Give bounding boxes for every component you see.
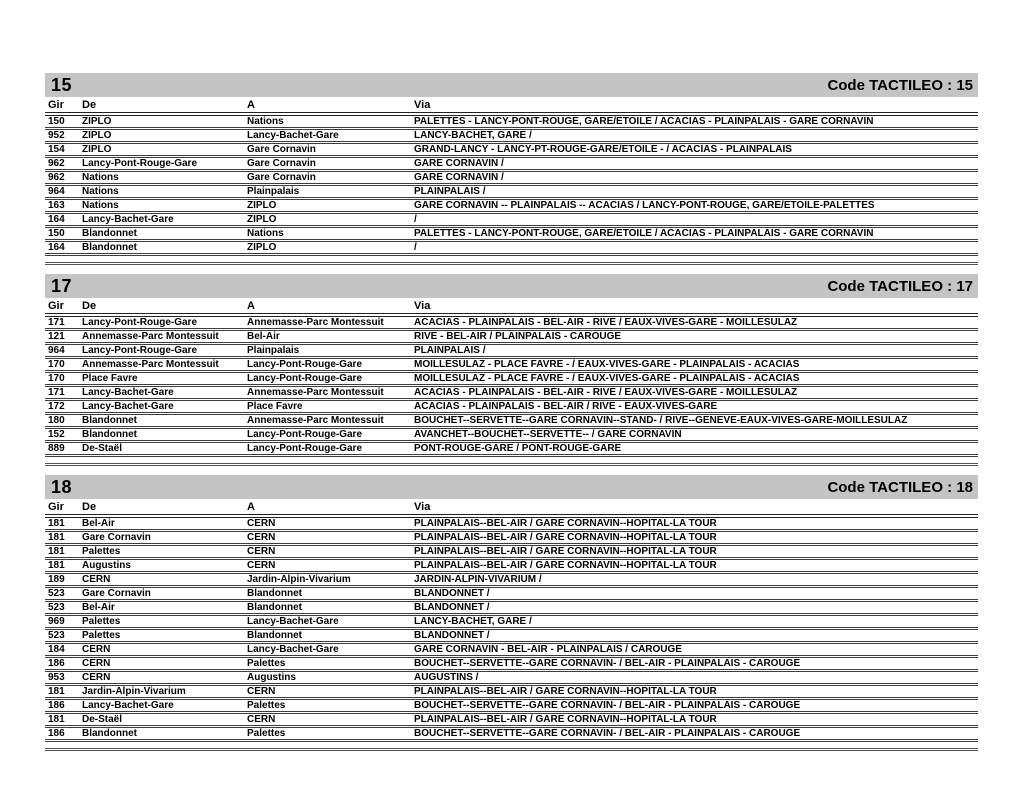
cell-de: ZIPLO bbox=[82, 130, 112, 141]
cell-gir: 150 bbox=[48, 116, 65, 127]
cell-via: BLANDONNET / bbox=[414, 602, 490, 613]
cell-a: CERN bbox=[247, 518, 276, 529]
cell-via: BLANDONNET / bbox=[414, 630, 490, 641]
cell-de: Palettes bbox=[82, 546, 121, 557]
cell-via: PLAINPALAIS--BEL-AIR / GARE CORNAVIN--HOPITAL-LA TOUR bbox=[414, 532, 717, 543]
column-header-via: Via bbox=[414, 98, 978, 114]
document-page bbox=[45, 73, 978, 760]
cell-de: Lancy-Bachet-Gare bbox=[82, 387, 174, 398]
cell-de: Lancy-Bachet-Gare bbox=[82, 401, 174, 412]
cell-a: ZIPLO bbox=[247, 242, 277, 253]
line-section bbox=[45, 475, 978, 751]
routes-table-header bbox=[45, 299, 978, 315]
cell-a: Lancy-Bachet-Gare bbox=[247, 130, 339, 141]
cell-via: PLAINPALAIS--BEL-AIR / GARE CORNAVIN--HOPITAL-LA TOUR bbox=[414, 546, 717, 557]
cell-gir: 969 bbox=[48, 616, 65, 627]
cell-a: Blandonnet bbox=[247, 630, 302, 641]
cell-gir: 186 bbox=[48, 728, 65, 739]
cell-a: CERN bbox=[247, 546, 276, 557]
table-row bbox=[45, 386, 978, 400]
cell-a: Gare Cornavin bbox=[247, 144, 316, 155]
cell-de: Nations bbox=[82, 186, 119, 197]
section-end-rule bbox=[45, 463, 978, 466]
table-row bbox=[45, 143, 978, 157]
column-header-via: Via bbox=[414, 299, 978, 315]
table-row bbox=[45, 241, 978, 255]
cell-a: Lancy-Pont-Rouge-Gare bbox=[247, 443, 363, 454]
cell-gir: 181 bbox=[48, 560, 65, 571]
table-row bbox=[45, 414, 978, 428]
cell-gir: 154 bbox=[48, 144, 65, 155]
table-row bbox=[45, 199, 978, 213]
cell-de: ZIPLO bbox=[82, 116, 112, 127]
cell-via: ACACIAS - PLAINPALAIS - BEL-AIR / RIVE - EAUX-VIVES-GARE bbox=[414, 401, 718, 412]
cell-gir: 170 bbox=[48, 373, 65, 384]
table-row bbox=[45, 685, 978, 699]
cell-via: / bbox=[414, 214, 417, 225]
cell-gir: 152 bbox=[48, 429, 65, 440]
cell-gir: 171 bbox=[48, 387, 65, 398]
tactileo-code-label: Code TACTILEO : 15 bbox=[827, 76, 973, 94]
table-row bbox=[45, 727, 978, 741]
cell-via: LANCY-BACHET, GARE / bbox=[414, 130, 532, 141]
line-number: 18 bbox=[51, 476, 73, 497]
cell-de: Blandonnet bbox=[82, 728, 137, 739]
column-header-gir: Gir bbox=[45, 98, 82, 114]
table-row bbox=[45, 573, 978, 587]
cell-gir: 962 bbox=[48, 158, 65, 169]
cell-de: CERN bbox=[82, 574, 111, 585]
cell-de: Palettes bbox=[82, 616, 121, 627]
cell-a: Lancy-Pont-Rouge-Gare bbox=[247, 373, 363, 384]
cell-de: Nations bbox=[82, 172, 119, 183]
cell-gir: 181 bbox=[48, 714, 65, 725]
cell-de: Place Favre bbox=[82, 373, 138, 384]
cell-a: CERN bbox=[247, 686, 276, 697]
cell-via: BOUCHET--SERVETTE--GARE CORNAVIN- / BEL-AIR - PLAINPALAIS - CAROUGE bbox=[414, 658, 801, 669]
cell-via: PONT-ROUGE-GARE / PONT-ROUGE-GARE bbox=[414, 443, 622, 454]
column-header-gir: Gir bbox=[45, 500, 82, 516]
cell-a: Annemasse-Parc Montessuit bbox=[247, 317, 384, 328]
cell-via: GARE CORNAVIN -- PLAINPALAIS -- ACACIAS / LANCY-PONT-ROUGE, GARE/ETOILE-PALETTES bbox=[414, 200, 875, 211]
cell-de: Palettes bbox=[82, 630, 121, 641]
routes-table bbox=[45, 98, 978, 256]
cell-a: Lancy-Bachet-Gare bbox=[247, 644, 339, 655]
routes-table bbox=[45, 500, 978, 742]
cell-via: MOILLESULAZ - PLACE FAVRE - / EAUX-VIVES-GARE - PLAINPALAIS - ACACIAS bbox=[414, 359, 800, 370]
cell-de: Lancy-Pont-Rouge-Gare bbox=[82, 345, 198, 356]
cell-a: Nations bbox=[247, 116, 284, 127]
cell-via: GARE CORNAVIN - BEL-AIR - PLAINPALAIS / CAROUGE bbox=[414, 644, 682, 655]
routes-table-body bbox=[45, 315, 978, 456]
tactileo-code-label: Code TACTILEO : 17 bbox=[827, 277, 973, 295]
cell-gir: 164 bbox=[48, 242, 65, 253]
table-row bbox=[45, 330, 978, 344]
cell-gir: 889 bbox=[48, 443, 65, 454]
cell-a: CERN bbox=[247, 560, 276, 571]
section-end-rule bbox=[45, 262, 978, 265]
line-number: 17 bbox=[51, 275, 73, 296]
cell-gir: 150 bbox=[48, 228, 65, 239]
cell-via: AVANCHET--BOUCHET--SERVETTE-- / GARE CORNAVIN bbox=[414, 429, 682, 440]
section-header-bar bbox=[45, 274, 978, 298]
cell-gir: 184 bbox=[48, 644, 65, 655]
cell-gir: 181 bbox=[48, 546, 65, 557]
table-row bbox=[45, 171, 978, 185]
table-row bbox=[45, 657, 978, 671]
table-row bbox=[45, 545, 978, 559]
table-row bbox=[45, 400, 978, 414]
tactileo-code-label: Code TACTILEO : 18 bbox=[827, 478, 973, 496]
routes-table-header bbox=[45, 500, 978, 516]
cell-via: ACACIAS - PLAINPALAIS - BEL-AIR - RIVE / EAUX-VIVES-GARE - MOILLESULAZ bbox=[414, 387, 798, 398]
column-header-a: A bbox=[247, 500, 414, 516]
table-row bbox=[45, 587, 978, 601]
cell-gir: 181 bbox=[48, 686, 65, 697]
cell-gir: 523 bbox=[48, 588, 65, 599]
cell-de: Lancy-Bachet-Gare bbox=[82, 214, 174, 225]
cell-a: ZIPLO bbox=[247, 200, 277, 211]
cell-via: PLAINPALAIS--BEL-AIR / GARE CORNAVIN--HOPITAL-LA TOUR bbox=[414, 714, 717, 725]
cell-gir: 181 bbox=[48, 518, 65, 529]
cell-de: Bel-Air bbox=[82, 602, 115, 613]
cell-gir: 952 bbox=[48, 130, 65, 141]
cell-de: Blandonnet bbox=[82, 242, 137, 253]
cell-de: Jardin-Alpin-Vivarium bbox=[82, 686, 186, 697]
routes-table bbox=[45, 299, 978, 457]
table-row bbox=[45, 344, 978, 358]
section-header-bar bbox=[45, 73, 978, 97]
line-number: 15 bbox=[51, 74, 73, 95]
section-header-bar bbox=[45, 475, 978, 499]
table-row bbox=[45, 372, 978, 386]
cell-via: GRAND-LANCY - LANCY-PT-ROUGE-GARE/ETOILE - / ACACIAS - PLAINPALAIS bbox=[414, 144, 792, 155]
table-row bbox=[45, 129, 978, 143]
routes-table-body bbox=[45, 114, 978, 255]
cell-de: Lancy-Pont-Rouge-Gare bbox=[82, 317, 198, 328]
line-section bbox=[45, 274, 978, 466]
cell-gir: 121 bbox=[48, 331, 65, 342]
cell-a: Gare Cornavin bbox=[247, 172, 316, 183]
cell-de: CERN bbox=[82, 658, 111, 669]
cell-gir: 186 bbox=[48, 700, 65, 711]
cell-de: Gare Cornavin bbox=[82, 532, 151, 543]
cell-de: Augustins bbox=[82, 560, 131, 571]
cell-gir: 171 bbox=[48, 317, 65, 328]
cell-gir: 186 bbox=[48, 658, 65, 669]
table-row bbox=[45, 315, 978, 330]
cell-via: PLAINPALAIS / bbox=[414, 186, 486, 197]
cell-via: ACACIAS - PLAINPALAIS - BEL-AIR - RIVE / EAUX-VIVES-GARE - MOILLESULAZ bbox=[414, 317, 798, 328]
cell-de: CERN bbox=[82, 672, 111, 683]
table-row bbox=[45, 531, 978, 545]
table-row bbox=[45, 358, 978, 372]
cell-via: LANCY-BACHET, GARE / bbox=[414, 616, 532, 627]
column-header-de: De bbox=[82, 500, 247, 516]
header-row bbox=[45, 500, 978, 516]
cell-de: Blandonnet bbox=[82, 228, 137, 239]
header-row bbox=[45, 299, 978, 315]
table-row bbox=[45, 559, 978, 573]
cell-via: PALETTES - LANCY-PONT-ROUGE, GARE/ETOILE / ACACIAS - PLAINPALAIS - GARE CORNAVIN bbox=[414, 228, 874, 239]
table-row bbox=[45, 442, 978, 456]
cell-a: Gare Cornavin bbox=[247, 158, 316, 169]
cell-via: PLAINPALAIS / bbox=[414, 345, 486, 356]
cell-de: Nations bbox=[82, 200, 119, 211]
cell-a: Nations bbox=[247, 228, 284, 239]
routes-table-body bbox=[45, 516, 978, 741]
cell-a: Bel-Air bbox=[247, 331, 280, 342]
sections-container bbox=[45, 73, 978, 751]
section-end-rule bbox=[45, 748, 978, 751]
routes-table-header bbox=[45, 98, 978, 114]
cell-gir: 189 bbox=[48, 574, 65, 585]
cell-via: BLANDONNET / bbox=[414, 588, 490, 599]
table-row bbox=[45, 699, 978, 713]
cell-via: JARDIN-ALPIN-VIVARIUM / bbox=[414, 574, 542, 585]
cell-gir: 172 bbox=[48, 401, 65, 412]
cell-gir: 180 bbox=[48, 415, 65, 426]
cell-via: PLAINPALAIS--BEL-AIR / GARE CORNAVIN--HOPITAL-LA TOUR bbox=[414, 686, 717, 697]
cell-gir: 964 bbox=[48, 345, 65, 356]
header-row bbox=[45, 98, 978, 114]
table-row bbox=[45, 213, 978, 227]
cell-de: Blandonnet bbox=[82, 429, 137, 440]
cell-a: Palettes bbox=[247, 728, 286, 739]
table-row bbox=[45, 629, 978, 643]
cell-a: Plainpalais bbox=[247, 186, 300, 197]
cell-via: GARE CORNAVIN / bbox=[414, 158, 504, 169]
cell-a: CERN bbox=[247, 532, 276, 543]
cell-a: Plainpalais bbox=[247, 345, 300, 356]
cell-gir: 523 bbox=[48, 630, 65, 641]
cell-a: CERN bbox=[247, 714, 276, 725]
cell-gir: 163 bbox=[48, 200, 65, 211]
cell-de: Lancy-Pont-Rouge-Gare bbox=[82, 158, 198, 169]
cell-a: Lancy-Pont-Rouge-Gare bbox=[247, 359, 363, 370]
column-header-a: A bbox=[247, 98, 414, 114]
column-header-de: De bbox=[82, 98, 247, 114]
column-header-gir: Gir bbox=[45, 299, 82, 315]
cell-de: Annemasse-Parc Montessuit bbox=[82, 359, 219, 370]
cell-a: Annemasse-Parc Montessuit bbox=[247, 387, 384, 398]
cell-a: Augustins bbox=[247, 672, 296, 683]
cell-via: PALETTES - LANCY-PONT-ROUGE, GARE/ETOILE / ACACIAS - PLAINPALAIS - GARE CORNAVIN bbox=[414, 116, 874, 127]
cell-via: BOUCHET--SERVETTE--GARE CORNAVIN--STAND- / RIVE--GENEVE-EAUX-VIVES-GARE-MOILLESULAZ bbox=[414, 415, 908, 426]
cell-via: BOUCHET--SERVETTE--GARE CORNAVIN- / BEL-AIR - PLAINPALAIS - CAROUGE bbox=[414, 700, 801, 711]
cell-a: Blandonnet bbox=[247, 602, 302, 613]
cell-via: MOILLESULAZ - PLACE FAVRE - / EAUX-VIVES-GARE - PLAINPALAIS - ACACIAS bbox=[414, 373, 800, 384]
cell-via: BOUCHET--SERVETTE--GARE CORNAVIN- / BEL-AIR - PLAINPALAIS - CAROUGE bbox=[414, 728, 801, 739]
cell-de: CERN bbox=[82, 644, 111, 655]
cell-a: Annemasse-Parc Montessuit bbox=[247, 415, 384, 426]
cell-gir: 170 bbox=[48, 359, 65, 370]
table-row bbox=[45, 185, 978, 199]
cell-a: Place Favre bbox=[247, 401, 303, 412]
line-section bbox=[45, 73, 978, 265]
table-row bbox=[45, 601, 978, 615]
cell-de: Gare Cornavin bbox=[82, 588, 151, 599]
cell-gir: 523 bbox=[48, 602, 65, 613]
cell-de: Annemasse-Parc Montessuit bbox=[82, 331, 219, 342]
table-row bbox=[45, 428, 978, 442]
cell-via: PLAINPALAIS--BEL-AIR / GARE CORNAVIN--HOPITAL-LA TOUR bbox=[414, 560, 717, 571]
cell-de: ZIPLO bbox=[82, 144, 112, 155]
table-row bbox=[45, 227, 978, 241]
table-row bbox=[45, 713, 978, 727]
cell-via: GARE CORNAVIN / bbox=[414, 172, 504, 183]
cell-a: Jardin-Alpin-Vivarium bbox=[247, 574, 351, 585]
table-row bbox=[45, 157, 978, 171]
cell-a: Palettes bbox=[247, 700, 286, 711]
cell-a: Blandonnet bbox=[247, 588, 302, 599]
cell-via: / bbox=[414, 242, 417, 253]
column-header-a: A bbox=[247, 299, 414, 315]
cell-de: Blandonnet bbox=[82, 415, 137, 426]
cell-de: De-Staël bbox=[82, 443, 123, 454]
cell-a: Palettes bbox=[247, 658, 286, 669]
cell-gir: 953 bbox=[48, 672, 65, 683]
cell-via: AUGUSTINS / bbox=[414, 672, 479, 683]
cell-gir: 964 bbox=[48, 186, 65, 197]
cell-de: De-Staël bbox=[82, 714, 123, 725]
cell-gir: 181 bbox=[48, 532, 65, 543]
cell-a: Lancy-Pont-Rouge-Gare bbox=[247, 429, 363, 440]
column-header-de: De bbox=[82, 299, 247, 315]
cell-de: Lancy-Bachet-Gare bbox=[82, 700, 174, 711]
column-header-via: Via bbox=[414, 500, 978, 516]
cell-a: Lancy-Bachet-Gare bbox=[247, 616, 339, 627]
cell-de: Bel-Air bbox=[82, 518, 115, 529]
table-row bbox=[45, 643, 978, 657]
table-row bbox=[45, 516, 978, 531]
table-row bbox=[45, 671, 978, 685]
cell-gir: 962 bbox=[48, 172, 65, 183]
cell-gir: 164 bbox=[48, 214, 65, 225]
cell-via: RIVE - BEL-AIR / PLAINPALAIS - CAROUGE bbox=[414, 331, 622, 342]
cell-a: ZIPLO bbox=[247, 214, 277, 225]
table-row bbox=[45, 114, 978, 129]
cell-via: PLAINPALAIS--BEL-AIR / GARE CORNAVIN--HOPITAL-LA TOUR bbox=[414, 518, 717, 529]
table-row bbox=[45, 615, 978, 629]
